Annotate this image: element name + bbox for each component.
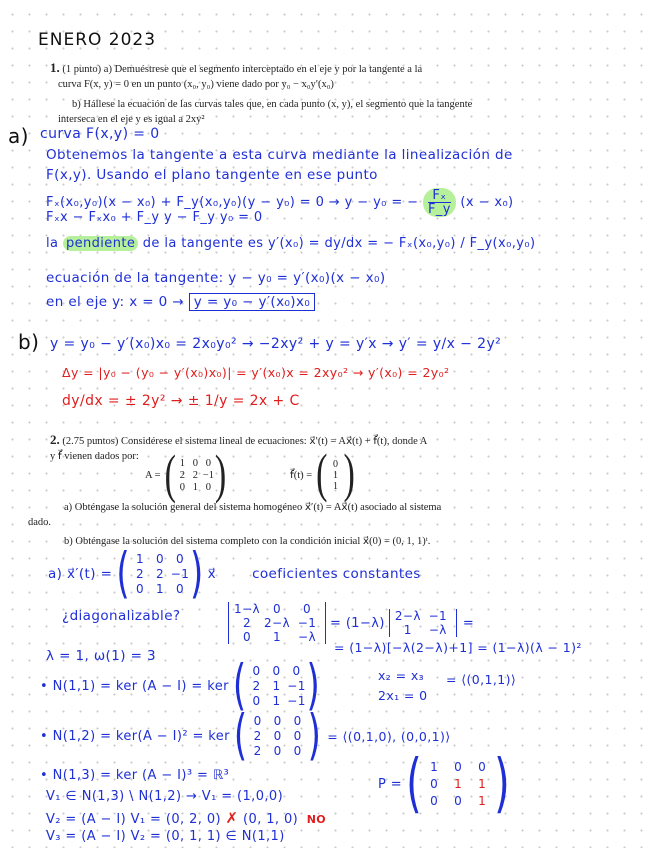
N11-cell: 1 [272, 679, 281, 693]
sol1a-line7: ecuación de la tangente: y − y₀ = y′(x₀)(x − x₀) [46, 270, 386, 286]
frac-den: F_y [428, 202, 451, 217]
N12-line [40, 704, 451, 768]
N11-cell: 0 [252, 694, 261, 708]
matrix-A-block [145, 445, 227, 505]
A-cell: 0 [192, 458, 199, 469]
P-cell: 0 [430, 777, 439, 791]
sol1a-line6 [46, 236, 535, 251]
det-cell: 2−λ [264, 616, 290, 630]
sol1a-line8-text: en el eje y: x = 0 → [46, 294, 185, 310]
right-paren: ) [214, 445, 227, 505]
N12-label: • N(1,2) = ker(A − I)² = ker [40, 728, 230, 744]
minus-sign: − [407, 195, 419, 210]
problem1-number: 1. [50, 60, 60, 75]
det-cell: 1 [272, 630, 282, 644]
P-matrix [422, 760, 494, 808]
N11-cell: 1 [272, 694, 281, 708]
N11-cell: −1 [287, 679, 306, 693]
problem2-item-a: a) Obténgase la solución general del sistema homogéneo x⃗′(t) = Ax⃗(t) asociado al sistema [64, 502, 442, 513]
N11-eq1: x₂ = x₃ [378, 668, 425, 683]
f-label: f⃗(t) = [290, 470, 313, 481]
sol2-label: a) x⃗′(t) = [48, 566, 113, 582]
f-cell: 1 [332, 480, 338, 492]
left-paren: ( [233, 704, 248, 768]
sol2-after-M: x⃗ [207, 566, 217, 582]
A-cell: 2 [192, 470, 199, 481]
coefficient-matrix [130, 552, 190, 596]
det-cell: 1−λ [234, 602, 260, 616]
sol1b-line3: dy/dx = ± 2y² → ± 1/y = 2x + C [62, 393, 300, 409]
M-cell: 2 [155, 567, 165, 581]
problem1-text-b: b) Hállese la ecuación de las curvas tales que, en cada punto (x, y), el segmento que la tangente [72, 99, 473, 110]
det2-cell: 2−λ [394, 609, 421, 623]
v2-no: NO [306, 813, 327, 826]
f-cell: 1 [332, 469, 338, 481]
sol1a-line2: Obtenemos la tangente a esta curva mediante la linealización de [46, 147, 513, 163]
sol1a-line5: Fₓx − Fₓx₀ + F_y y − F_y y₀ = 0 [46, 210, 263, 225]
left-paren: ( [164, 445, 176, 505]
A-cell: 0 [179, 482, 186, 493]
sol2-header [48, 542, 421, 606]
sol1a-line1: curva F(x,y) = 0 [40, 126, 160, 142]
sol2-coef: coeficientes constantes [252, 566, 421, 582]
det2-cell: 1 [403, 623, 412, 637]
det-cell: 2 [242, 616, 252, 630]
vector-f [327, 459, 343, 492]
N12-cell: 0 [293, 714, 302, 728]
right-paren: ) [307, 704, 322, 768]
v3-line: V₃ = (A − I) V₂ = (0, 1, 1) ∈ N(1,1) [46, 829, 285, 844]
det-cell: 0 [302, 602, 312, 616]
P-label: P = [378, 776, 403, 792]
problem2-text: (2.75 puntos) Considérese el sistema lineal de ecuaciones: x⃗′(t) = Ax⃗(t) + f⃗(t), donde A [62, 436, 428, 447]
M-cell: 0 [175, 582, 185, 596]
sol1a-line3: F(x,y). Usando el plano tangente en ese punto [46, 167, 378, 183]
sol1b-line2: Δy = |y₀ − (y₀ − y′(x₀)x₀)| = y′(x₀)x = 2xy₀² → y′(x₀) = 2y₀² [62, 365, 450, 380]
N11-cell: 0 [292, 664, 301, 678]
M-cell: 1 [155, 582, 165, 596]
N11-cell: 2 [252, 679, 261, 693]
det-cell: 0 [242, 630, 252, 644]
A-cell: −1 [202, 470, 214, 481]
problem2-item-b: b) Obténgase la solución del sistema completo con la condición inicial x⃗(0) = (0, 1, 1)ᵗ. [64, 536, 431, 547]
N12-res: = ⟨(0,1,0), (0,0,1)⟩ [327, 728, 451, 744]
problem1-statement [50, 60, 472, 127]
lambda-line: λ = 1, ω(1) = 3 [46, 648, 156, 664]
P-cell: 0 [454, 760, 463, 774]
sol1a-line4-text: Fₓ(x₀,y₀)(x − x₀) + F_y(x₀,y₀)(y − y₀) = 0 → y − y₀ = [46, 195, 408, 210]
right-paren: ) [494, 747, 511, 821]
v2-line [46, 809, 326, 827]
page-title: ENERO 2023 [38, 30, 157, 50]
P-cell: 1 [478, 777, 487, 791]
right-paren: ) [343, 444, 355, 504]
N13-line: • N(1,3) = ker (A − I)³ = ℝ³ [40, 768, 230, 783]
P-cell: 0 [454, 794, 463, 808]
problem2-statement [50, 432, 427, 464]
left-paren: ( [116, 542, 130, 606]
A-cell: 0 [205, 458, 212, 469]
N11-res: = ⟨(0,1,1)⟩ [446, 672, 517, 687]
problem2-items [28, 500, 442, 549]
v2-text: V₂ = (A − I) V₁ = (0, 2, 0) [46, 812, 221, 827]
det-cell: −λ [298, 630, 316, 644]
det-cell: 0 [272, 602, 282, 616]
N12-cell: 2 [253, 744, 262, 758]
N12-cell: 0 [293, 729, 302, 743]
f-cell: 0 [332, 458, 338, 470]
det-eq: = (1−λ) [330, 615, 385, 631]
P-cell: 1 [430, 760, 439, 774]
M-cell: 0 [175, 552, 185, 566]
pendiente-highlight: pendiente [63, 236, 138, 251]
v1-line: V₁ ∈ N(1,3) \ N(1,2) → V₁ = (1,0,0) [46, 789, 284, 804]
left-paren: ( [232, 654, 247, 718]
fraction-highlight [423, 188, 456, 217]
sol1b-line1: y = y₀ − y′(x₀)x₀ = 2x₀y₀² → −2xy² + y = y′x → y′ = y/x − 2y² [50, 336, 502, 352]
boxed-result: y = y₀ − y′(x₀)x₀ [189, 293, 315, 311]
sol1a-line6-post: de la tangente es y′(x₀) = dy/dx = − Fₓ(x₀,y₀) / F_y(x₀,y₀) [142, 236, 536, 251]
v2-cross: ✗ [225, 809, 239, 827]
A-cell: 1 [192, 482, 199, 493]
M-cell: 2 [135, 567, 145, 581]
M-cell: 1 [135, 552, 145, 566]
vector-f-block [290, 444, 355, 504]
matrix-A [176, 458, 215, 493]
N12-cell: 0 [273, 744, 282, 758]
M-cell: 0 [155, 552, 165, 566]
left-paren: ( [406, 747, 423, 821]
M-cell: 0 [135, 582, 145, 596]
frac-tail: (x − x₀) [460, 195, 514, 210]
P-cell: 1 [478, 794, 487, 808]
determinant-block [228, 598, 474, 644]
A-cell: 1 [179, 458, 186, 469]
problem2-text2: y f⃗ vienen dados por: [50, 451, 139, 462]
N11-label: • N(1,1) = ker (A − I) = ker [40, 678, 229, 694]
sol1a-line6-pre: la [46, 236, 59, 251]
sol1a-line8 [46, 294, 315, 310]
N11-eq2: 2x₁ = 0 [378, 688, 428, 703]
char-poly-line: = (1−λ)[−λ(2−λ)+1] = (1−λ)(λ − 1)² [334, 640, 582, 655]
P-block [378, 747, 511, 821]
N11-cell: −1 [287, 694, 306, 708]
M-cell: −1 [170, 567, 190, 581]
frac-num: Fₓ [428, 189, 451, 203]
det2-cell: −1 [428, 609, 448, 623]
det-cell: −1 [297, 616, 317, 630]
N11-matrix [247, 664, 307, 708]
N11-cell: 0 [252, 664, 261, 678]
N12-cell: 0 [273, 729, 282, 743]
N12-cell: 2 [253, 729, 262, 743]
right-paren: ) [306, 654, 321, 718]
problem2-number: 2. [50, 432, 60, 447]
sol1b-label: b) [18, 330, 40, 354]
N12-cell: 0 [293, 744, 302, 758]
left-paren: ( [316, 444, 328, 504]
det-eq-end: = [462, 615, 475, 631]
det2-cell: −λ [428, 623, 447, 637]
determinant-3x3 [228, 602, 326, 644]
N11-cell: 0 [272, 664, 281, 678]
problem1-text-b2: interseca en el eje y es igual a 2xy² [58, 114, 205, 125]
N12-matrix [248, 714, 308, 758]
N12-cell: 0 [273, 714, 282, 728]
v2-post: (0, 1, 0) [243, 812, 299, 827]
P-cell: 0 [478, 760, 487, 774]
problem1-text-a: (1 punto) a) Demuéstrese que el segmento interceptado en el eje y por la tangente a la [62, 64, 423, 75]
problem1-text-a2: curva F(x, y) = 0 en un punto (x₀, y₀) viene dado por y₀ − x₀y′(x₀) [58, 79, 334, 90]
right-paren: ) [190, 542, 204, 606]
A-label: A = [145, 470, 161, 481]
A-cell: 2 [179, 470, 186, 481]
diagonalizable-question: ¿diagonalizable? [62, 608, 181, 624]
problem2-item-a2: dado. [28, 517, 52, 528]
P-cell: 1 [454, 777, 463, 791]
determinant-2x2 [389, 609, 457, 637]
sol1a-label: a) [8, 124, 29, 148]
P-cell: 0 [430, 794, 439, 808]
N12-cell: 0 [253, 714, 262, 728]
A-cell: 0 [205, 482, 212, 493]
